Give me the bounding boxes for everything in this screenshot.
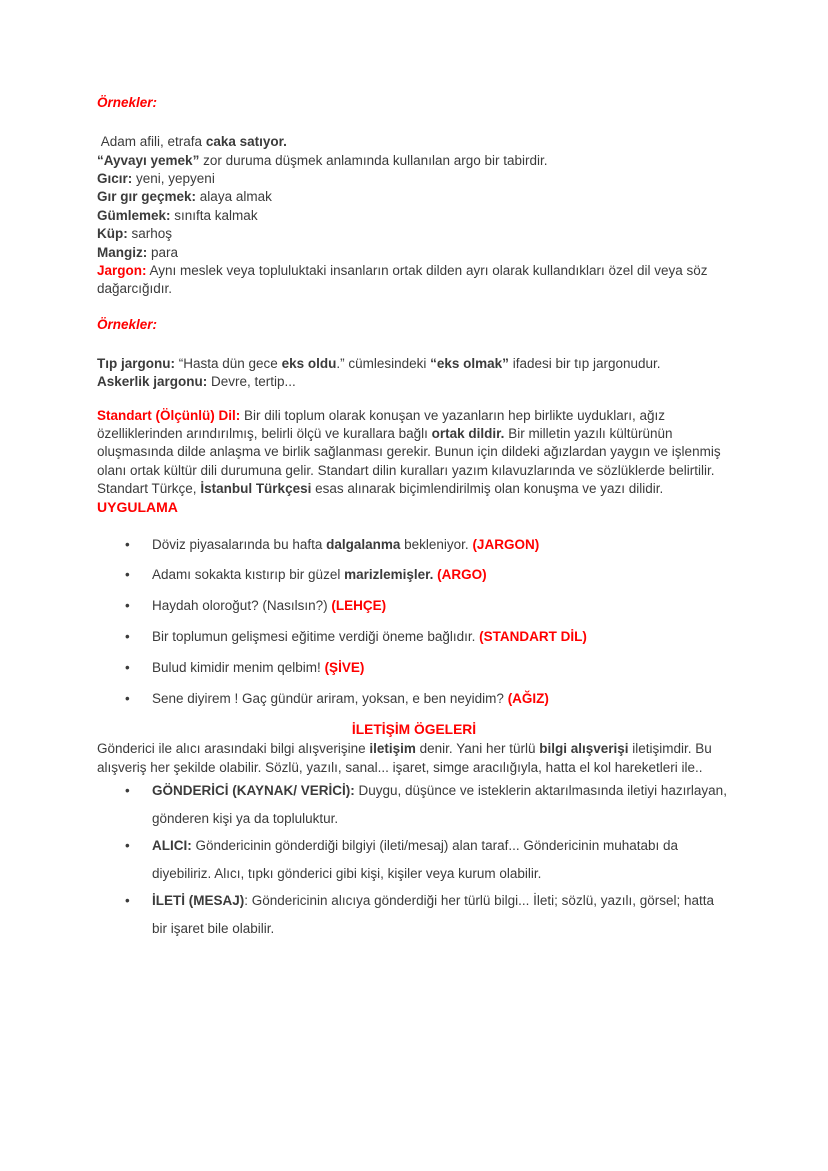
bullet-icon: • <box>125 659 130 675</box>
text-segment: caka satıyor. <box>205 134 287 150</box>
text-segment: denir. Yani her türlü <box>415 741 540 757</box>
text-line <box>97 373 731 391</box>
text-segment: Haydah oloroğut? (Nasılsın?) <box>152 598 332 614</box>
text-segment: Bulud kimidir menim qelbim! <box>152 659 325 675</box>
bullet-icon: • <box>125 629 130 645</box>
text-segment: sınıfta kalmak <box>170 207 258 223</box>
list-item-text <box>152 567 487 582</box>
text-segment: Aynı meslek veya topluluktaki insanların ortak dilden ayrı olarak kullandıkları özel dil veya söz dağarcığıdır. <box>97 262 712 297</box>
text-segment: alaya almak <box>196 189 272 205</box>
list-item-text <box>152 598 386 613</box>
text-segment: Bir milletin yazılı kültürünün oluşmasında dilde anlaşma ve birlik sağlanması gerekir. Bunun için dildeki ağızlardan yaygın ve işlenmiş olanı ortak kültür dili durumuna gelir. Standart dilin kuralları yazım kılavuzlarında ve sözlüklerde belirtilir. <box>97 426 725 478</box>
text-line <box>97 152 731 170</box>
list-item-text <box>152 838 682 881</box>
text-line <box>97 244 731 262</box>
bullet-icon: • <box>125 838 130 854</box>
text-segment: zor duruma düşmek anlamında kullanılan argo bir tabirdir. <box>199 152 548 168</box>
text-segment: Devre, tertip... <box>207 374 296 390</box>
list-item-text <box>152 893 718 936</box>
text-segment: İstanbul Türkçesi <box>200 481 312 497</box>
bullet-icon: • <box>125 598 130 614</box>
list-item <box>125 690 731 708</box>
text-segment: “Ayvayı yemek” <box>97 152 200 168</box>
text-segment: Adam afili, etrafa <box>97 134 206 150</box>
iletisim-ogeleri-list <box>97 777 731 942</box>
text-segment: Bir dili toplum olarak konuşan ve yazanların hep birlikte uydukları, ağız özelliklerinden arındırılmış, belirli ölçü ve kurallara bağlı <box>97 407 669 442</box>
list-item <box>125 832 731 887</box>
standart-turkce-paragraph <box>97 480 731 498</box>
text-segment: Döviz piyasalarında bu hafta <box>152 536 327 552</box>
text-line <box>97 133 731 151</box>
text-segment: ortak dildir. <box>431 426 505 442</box>
text-segment: Göndericinin gönderdiği bilgiyi (ileti/mesaj) alan taraf... Göndericinin muhatabı da diyebiliriz. Alıcı, tıpkı gönderici gibi kişi, kişiler veya kurum olabilir. <box>152 838 682 881</box>
text-segment: ALICI: <box>152 838 192 854</box>
text-segment: Jargon: <box>97 262 147 278</box>
text-segment: (ARGO) <box>437 567 487 583</box>
text-segment: yeni, yepyeni <box>132 171 215 187</box>
text-segment: Adamı sokakta kıstırıp bir güzel <box>152 567 345 583</box>
ornekler-heading-2 <box>97 316 731 334</box>
text-segment: dalgalanma <box>326 536 401 552</box>
text-segment: bekleniyor. <box>400 536 473 552</box>
list-item <box>125 536 731 554</box>
text-segment: (STANDART DİL) <box>479 629 587 645</box>
text-segment: marizlemişler. <box>344 567 434 583</box>
list-item-text <box>152 660 364 675</box>
text-segment: Gıcır: <box>97 171 133 187</box>
text-segment: Örnekler: <box>97 95 158 110</box>
text-segment: iletişimdir. Bu alışveriş her şekilde olabilir. Sözlü, yazılı, sanal... işaret, simge aracılığıyla, hatta el kol hareketleri ile.. <box>97 741 716 775</box>
text-segment: .” cümlesindeki <box>336 355 431 371</box>
text-segment: Bir toplumun gelişmesi eğitime verdiği öneme bağlıdır. <box>152 629 480 645</box>
text-segment: Küp: <box>97 226 128 242</box>
standart-dil-paragraph <box>97 407 731 480</box>
text-segment: Tıp jargonu: <box>97 355 175 371</box>
text-line <box>97 225 731 243</box>
text-segment: sarhoş <box>127 226 173 242</box>
text-line <box>97 170 731 188</box>
text-segment: Sene diyirem ! Gaç gündür ariram, yoksan, e ben neyidim? <box>152 690 508 706</box>
text-segment: (LEHÇE) <box>331 598 387 614</box>
text-segment: UYGULAMA <box>97 499 178 516</box>
uygulama-heading <box>97 498 731 517</box>
argo-examples <box>97 133 731 298</box>
text-segment: esas alınarak biçimlendirilmiş olan konuşma ve yazı dilidir. <box>311 481 664 497</box>
list-item-text <box>152 783 731 826</box>
text-line <box>97 355 731 373</box>
text-segment: iletişim <box>369 741 416 757</box>
text-segment: Standart (Ölçünlü) Dil: <box>97 407 241 423</box>
text-segment: “eks olmak” <box>430 355 509 371</box>
list-item <box>125 659 731 677</box>
text-segment: İLETİŞİM ÖGELERİ <box>351 721 477 737</box>
text-segment: Gümlemek: <box>97 207 171 223</box>
text-segment: Gönderici ile alıcı arasındaki bilgi alışverişine <box>97 741 370 757</box>
text-segment: Mangiz: <box>97 244 148 260</box>
text-segment: : Göndericinin alıcıya gönderdiği her türlü bilgi... İleti; sözlü, yazılı, görsel; hatta bir işaret bile olabilir. <box>152 893 718 936</box>
list-item <box>125 628 731 646</box>
list-item-text <box>152 691 549 706</box>
text-segment: eks oldu <box>281 355 337 371</box>
text-segment: Duygu, düşünce ve isteklerin aktarılmasında iletiyi hazırlayan, gönderen kişi ya da topluluktur. <box>152 783 731 826</box>
text-segment: Askerlik jargonu: <box>97 374 208 390</box>
list-item <box>125 777 731 832</box>
text-segment: “Hasta dün gece <box>175 355 282 371</box>
list-item <box>125 566 731 584</box>
iletisim-intro-paragraph <box>97 740 731 777</box>
list-item-text <box>152 629 587 644</box>
text-segment: (ŞİVE) <box>324 659 365 675</box>
text-segment: (JARGON) <box>472 536 540 552</box>
text-segment: Gır gır geçmek: <box>97 189 197 205</box>
uygulama-list <box>97 536 731 709</box>
text-segment: bilgi alışverişi <box>539 741 629 757</box>
bullet-icon: • <box>125 690 130 706</box>
text-segment: (AĞIZ) <box>507 690 549 706</box>
iletisim-ogeleri-heading <box>97 721 731 740</box>
text-segment: Standart Türkçe, <box>97 481 201 497</box>
bullet-icon: • <box>125 893 130 909</box>
list-item <box>125 597 731 615</box>
text-segment: Örnekler: <box>97 316 158 332</box>
bullet-icon: • <box>125 783 130 799</box>
ornekler-heading-1 <box>97 94 731 112</box>
text-segment: İLETİ (MESAJ) <box>152 893 245 909</box>
jargon-examples <box>97 355 731 392</box>
list-item <box>125 887 731 942</box>
list-item-text <box>152 537 539 552</box>
text-segment: para <box>147 244 179 260</box>
text-line <box>97 207 731 225</box>
bullet-icon: • <box>125 567 130 583</box>
text-line <box>97 262 731 299</box>
text-line <box>97 188 731 206</box>
text-segment: ifadesi bir tıp jargonudur. <box>508 355 661 371</box>
text-segment: GÖNDERİCİ (KAYNAK/ VERİCİ): <box>152 783 355 799</box>
bullet-icon: • <box>125 536 130 552</box>
